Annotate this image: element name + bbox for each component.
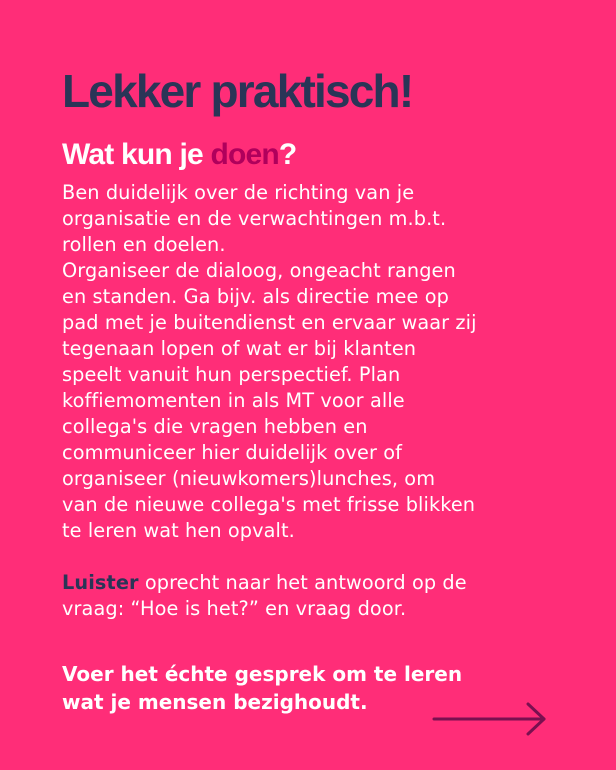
subtitle-suffix: ? <box>278 138 297 171</box>
subtitle-prefix: Wat kun je <box>62 138 211 171</box>
listen-paragraph <box>62 570 562 622</box>
arrow-right-icon[interactable] <box>432 702 550 736</box>
subtitle-highlight: doen <box>210 138 279 171</box>
page-title: Lekker praktisch! <box>62 65 413 117</box>
body-paragraph: Ben duidelijk over de richting van je organisatie en de verwachtingen m.b.t. rollen en doelen. Organiseer de dialoog, ongeacht rangen en standen. Ga bijv. als directie mee op pad met je buitendienst en ervaar waar zij tegenaan lopen of wat er bij klanten speelt vanuit hun perspectief. Plan koffiemomenten in als MT voor alle collega's die vragen hebben en communiceer hier duidelijk over of organiseer (nieuwkomers)lunches, om van de nieuwe collega's met frisse blikken te leren wat hen opvalt. <box>62 181 477 542</box>
body-text <box>62 180 562 622</box>
closing-statement: Voer het échte gesprek om te leren wat je mensen bezighoudt. <box>62 662 463 714</box>
subtitle <box>62 136 296 174</box>
listen-rest: oprecht naar het antwoord op de vraag: “Hoe is het?” en vraag door. <box>62 571 467 620</box>
listen-highlight: Luister <box>62 571 139 594</box>
